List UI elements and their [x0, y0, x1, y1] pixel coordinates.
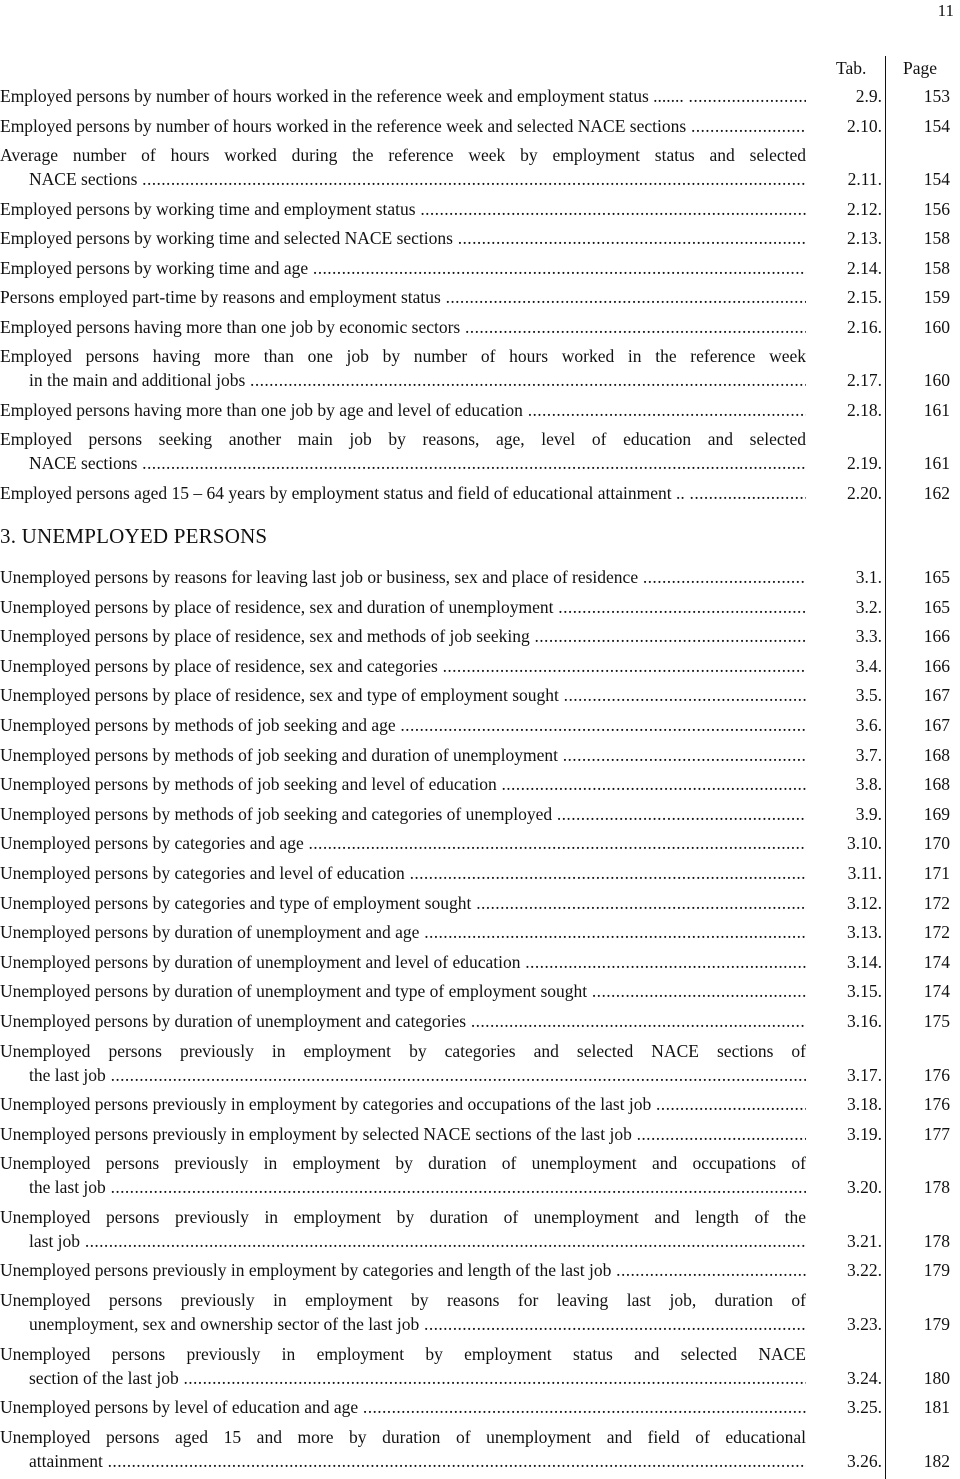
toc-entry-title: [0, 1151, 806, 1175]
toc-entry: [0, 196, 960, 226]
toc-entry-text: Unemployed persons by place of residence, sex and methods of job seeking: [0, 626, 530, 647]
toc-entry: [0, 1008, 960, 1038]
toc-entry: [0, 742, 960, 772]
toc-entry-table-number: 3.26.: [847, 1450, 882, 1471]
section-title: 3. UNEMPLOYED PERSONS: [0, 524, 268, 548]
toc-entry: [0, 919, 960, 949]
toc-entry-page-number: 160: [923, 316, 950, 337]
toc-entry-table-number: 2.11.: [847, 169, 882, 189]
toc-entry-title: [0, 595, 806, 619]
toc-entry: [0, 83, 960, 113]
toc-entry-title: [0, 1258, 806, 1282]
toc-entry-table-number: 3.10.: [847, 833, 882, 854]
page-number: 11: [937, 1, 954, 20]
toc-entry-title: [0, 654, 806, 678]
toc-entry: [0, 142, 960, 196]
toc-entry-page-number: 177: [923, 1123, 950, 1144]
employed-entries: [0, 83, 960, 509]
toc-entry-page-number: 180: [923, 1367, 950, 1388]
toc-entry-title: [29, 368, 806, 392]
toc-entry-page-number: 174: [923, 951, 950, 972]
toc-entry-table-number: 2.9.: [855, 86, 882, 106]
toc-entry-text: Unemployed persons aged 15 and more by duration of unemployment and field of educational: [0, 1426, 806, 1447]
toc-entry-text: Employed persons by working time and age: [0, 257, 309, 278]
toc-entry-table-number: 3.11.: [847, 862, 882, 883]
toc-entry-text: Unemployed persons by categories and level of education: [0, 862, 405, 883]
toc-entry-text: Unemployed persons by place of residence, sex and categories: [0, 655, 438, 676]
toc-entry-page-number: 162: [923, 482, 950, 503]
toc-entry-page-number: 182: [923, 1450, 950, 1471]
toc-entry-page-number: 158: [923, 228, 950, 248]
toc-entry-title: [0, 344, 806, 368]
toc-entry-page-number: 160: [923, 370, 950, 390]
toc-entry-page-number: 154: [923, 169, 950, 189]
toc-entry-text: last job: [29, 1230, 81, 1251]
toc-entry-page-number: 166: [923, 655, 950, 676]
toc-entry-title: [29, 451, 806, 475]
toc-entry-title: [0, 197, 806, 221]
toc-entry-text: Unemployed persons previously in employment by duration of unemployment and occupations of: [0, 1153, 806, 1174]
toc-entry: [0, 1121, 960, 1151]
toc-entry-text: Unemployed persons by duration of unemployment and categories: [0, 1010, 467, 1031]
toc-entry-text: section of the last job: [29, 1367, 179, 1388]
toc-entry: [0, 1150, 960, 1204]
toc-entry-text: Persons employed part-time by reasons and employment status: [0, 287, 441, 307]
toc-entry-title: [29, 1229, 806, 1253]
toc-entry: [0, 1257, 960, 1287]
toc-entry-text: Employed persons having more than one job by economic sectors: [0, 316, 461, 337]
toc-entry-table-number: 3.25.: [847, 1397, 882, 1418]
toc-entry-text: Unemployed persons by categories and type of employment sought: [0, 892, 472, 913]
toc-entry-page-number: 161: [923, 399, 950, 420]
toc-entry-title: [0, 315, 806, 339]
toc-entry-page-number: 172: [923, 922, 950, 943]
toc-entry-title: [0, 398, 806, 422]
toc-entry-title: [0, 84, 806, 108]
toc-entry-table-number: 3.9.: [855, 803, 882, 824]
toc-entry-table-number: 2.12.: [847, 198, 882, 219]
toc-entry-title: [0, 891, 806, 915]
toc-entry-title: [0, 861, 806, 885]
toc-entry-title: [29, 1449, 806, 1473]
section-heading-row: [0, 509, 960, 564]
toc-entry: [0, 712, 960, 742]
toc-entry-text: Average number of hours worked during the reference week by employment status and selected: [0, 145, 806, 165]
toc-entry-title: [0, 743, 806, 767]
toc-entry-title: [29, 1366, 806, 1390]
toc-entry-table-number: 3.20.: [847, 1177, 882, 1198]
toc-entry-table-number: 2.18.: [847, 399, 882, 420]
toc-entry-title: [0, 481, 806, 505]
toc-entry: [0, 564, 960, 594]
toc-entry-page-number: 181: [923, 1397, 950, 1418]
toc-entry-page-number: 179: [923, 1260, 950, 1281]
toc-entry: [0, 343, 960, 397]
toc-entry: [0, 397, 960, 427]
page-column-header: Page: [903, 58, 938, 78]
toc-entry-page-number: 178: [923, 1177, 950, 1198]
toc-entry-table-number: 2.13.: [847, 228, 882, 248]
toc-entry-title: [0, 427, 806, 451]
toc-entry-title: [0, 713, 806, 737]
toc-entry: [0, 1394, 960, 1424]
toc-entry-page-number: 171: [923, 862, 950, 883]
toc-entry-title: [0, 565, 806, 589]
toc-entry-title: [29, 1312, 806, 1336]
toc-entry-text: Unemployed persons by level of education and age: [0, 1397, 359, 1418]
toc-entry-title: [29, 1175, 806, 1199]
toc-entry-text: Unemployed persons previously in employment by categories and length of the last job: [0, 1260, 612, 1281]
toc-entry-title: [0, 683, 806, 707]
toc-entry-title: [0, 1425, 806, 1449]
toc-entry: [0, 594, 960, 624]
toc-entry-text: Unemployed persons by methods of job seeking and age: [0, 714, 396, 735]
toc-entry-page-number: 174: [923, 981, 950, 1002]
toc-entry-title: [0, 285, 806, 309]
toc-entry-table-number: 2.14.: [847, 257, 882, 278]
toc-entry: [0, 978, 960, 1008]
toc-entry-table-number: 3.15.: [847, 981, 882, 1002]
toc-entry-text: Employed persons by working time and selected NACE sections: [0, 228, 453, 248]
toc-entry-title: [29, 167, 806, 191]
toc-entry: [0, 1287, 960, 1341]
toc-entry-title: [0, 1395, 806, 1419]
toc-entry-text: Employed persons having more than one job by age and level of education: [0, 399, 523, 420]
toc-entry-page-number: 159: [923, 287, 950, 307]
toc-entry: [0, 653, 960, 683]
toc-entry-table-number: 3.8.: [855, 774, 882, 795]
toc-entry-text: attainment: [29, 1450, 103, 1471]
toc-entry-table-number: 3.21.: [847, 1230, 882, 1251]
toc-entry-text: Employed persons by number of hours worked in the reference week and employment status .......: [0, 86, 684, 106]
toc-entry-text: Unemployed persons by duration of unemployment and age: [0, 922, 420, 943]
toc-entry-text: Unemployed persons by duration of unemployment and type of employment sought: [0, 981, 588, 1002]
toc-entry-text: Unemployed persons by categories and age: [0, 833, 304, 854]
toc-entry-text: Unemployed persons by place of residence, sex and type of employment sought: [0, 685, 559, 706]
toc-entry-text: Unemployed persons by methods of job seeking and categories of unemployed: [0, 803, 553, 824]
toc-entry-title: [0, 1039, 806, 1063]
toc-entry-page-number: 165: [923, 567, 950, 587]
toc-entry-title: [0, 624, 806, 648]
toc-entry-title: [0, 1288, 806, 1312]
toc-entry: [0, 1341, 960, 1395]
toc-entry-text: in the main and additional jobs: [29, 370, 246, 390]
toc-entry-text: NACE sections: [29, 169, 138, 189]
toc-entry-table-number: 3.7.: [855, 744, 882, 765]
toc-entry-table-number: 3.1.: [855, 567, 882, 587]
toc-entry-title: [0, 1205, 806, 1229]
toc-entry: [0, 830, 960, 860]
toc-entry-table-number: 3.23.: [847, 1314, 882, 1335]
toc-entry: [0, 1038, 960, 1092]
toc-entry-table-number: 3.19.: [847, 1123, 882, 1144]
toc-entry-table-number: 3.6.: [855, 714, 882, 735]
toc-entry-title: [0, 772, 806, 796]
toc-entry-table-number: 2.16.: [847, 316, 882, 337]
toc-entry-text: Employed persons aged 15 – 64 years by employment status and field of educational attainment ..: [0, 482, 685, 503]
toc-entry-title: [0, 1009, 806, 1033]
toc-entry-title: [0, 114, 806, 138]
toc-entry-table-number: 3.17.: [847, 1064, 882, 1085]
toc-entry-text: Unemployed persons by reasons for leaving last job or business, sex and place of residence: [0, 567, 639, 587]
toc-entry: [0, 284, 960, 314]
toc-entry-text: Unemployed persons by duration of unemployment and level of education: [0, 951, 521, 972]
toc-entry-page-number: 168: [923, 774, 950, 795]
toc-entry-table-number: 2.17.: [847, 370, 882, 390]
toc-entry-text: Employed persons having more than one job by number of hours worked in the reference week: [0, 346, 806, 366]
toc-entry-page-number: 167: [923, 685, 950, 706]
toc-entry-title: [0, 920, 806, 944]
toc-entry-page-number: 170: [923, 833, 950, 854]
toc-entry-table-number: 3.18.: [847, 1094, 882, 1115]
toc-entry: [0, 255, 960, 285]
toc-entry-text: Unemployed persons previously in employment by categories and selected NACE sections of: [0, 1040, 806, 1061]
toc-entry-page-number: 178: [923, 1230, 950, 1251]
toc-entry-page-number: 166: [923, 626, 950, 647]
toc-entry-title: [0, 802, 806, 826]
toc-entry-text: NACE sections: [29, 453, 138, 473]
toc-entry-title: [0, 1342, 806, 1366]
tab-column-header: Tab.: [836, 58, 867, 78]
toc-entry-title: [0, 831, 806, 855]
toc-entry: [0, 682, 960, 712]
toc-entry-page-number: 169: [923, 803, 950, 824]
toc-entry-table-number: 3.3.: [855, 626, 882, 647]
toc-entry-text: the last job: [29, 1177, 106, 1198]
toc-entry-page-number: 168: [923, 744, 950, 765]
toc-entry-page-number: 167: [923, 714, 950, 735]
toc-entry-text: Employed persons by working time and employment status: [0, 198, 416, 219]
toc-entry-table-number: 3.13.: [847, 922, 882, 943]
toc-entry-table-number: 2.20.: [847, 482, 882, 503]
toc-entry: [0, 1424, 960, 1478]
toc-entry: [0, 314, 960, 344]
toc-entry: [0, 1091, 960, 1121]
toc-entry-text: Unemployed persons by place of residence, sex and duration of unemployment: [0, 596, 554, 617]
table-of-contents: [0, 56, 960, 1477]
toc-entry: [0, 225, 960, 255]
toc-entry-table-number: 3.5.: [855, 685, 882, 706]
toc-entry: [0, 860, 960, 890]
toc-entry-text: Unemployed persons previously in employment by duration of unemployment and length of the: [0, 1206, 806, 1227]
toc-entry-table-number: 3.16.: [847, 1010, 882, 1031]
toc-entry-table-number: 3.14.: [847, 951, 882, 972]
toc-entry-title: [0, 979, 806, 1003]
toc-entry-table-number: 3.4.: [855, 655, 882, 676]
toc-entry: [0, 113, 960, 143]
toc-entry-page-number: 154: [923, 115, 950, 136]
toc-entry: [0, 801, 960, 831]
toc-entry: [0, 771, 960, 801]
toc-entry-title: [0, 950, 806, 974]
unemployed-entries: [0, 564, 960, 1477]
toc-entry: [0, 890, 960, 920]
toc-entry-title: [29, 1063, 806, 1087]
toc-entry-page-number: 161: [923, 453, 950, 473]
toc-entry: [0, 1204, 960, 1258]
toc-entry-table-number: 2.19.: [847, 453, 882, 473]
toc-entry-text: Unemployed persons previously in employment by reasons for leaving last job, duration of: [0, 1290, 806, 1311]
toc-entry-page-number: 165: [923, 596, 950, 617]
toc-entry-title: [0, 143, 806, 167]
toc-entry-table-number: 3.12.: [847, 892, 882, 913]
toc-entry: [0, 480, 960, 510]
toc-entry: [0, 949, 960, 979]
toc-entry-title: [0, 1092, 806, 1116]
toc-entry-page-number: 156: [923, 198, 950, 219]
toc-entry-page-number: 153: [923, 86, 950, 106]
toc-entry-table-number: 3.22.: [847, 1260, 882, 1281]
toc-entry: [0, 426, 960, 480]
toc-entry-table-number: 2.10.: [847, 115, 882, 136]
toc-entry-text: unemployment, sex and ownership sector of the last job: [29, 1314, 420, 1335]
toc-header: [0, 56, 960, 83]
toc-entry-text: Employed persons by number of hours worked in the reference week and selected NACE sections: [0, 115, 687, 136]
toc-entry-table-number: 3.2.: [855, 596, 882, 617]
toc-entry-text: the last job: [29, 1064, 106, 1085]
toc-entry-text: Unemployed persons by methods of job seeking and level of education: [0, 774, 497, 795]
toc-entry-text: Unemployed persons previously in employment by categories and occupations of the last job: [0, 1094, 652, 1115]
toc-entry: [0, 623, 960, 653]
toc-entry-page-number: 175: [923, 1010, 950, 1031]
toc-entry-title: [0, 1122, 806, 1146]
toc-entry-text: Unemployed persons previously in employment by selected NACE sections of the last job: [0, 1123, 632, 1144]
toc-entry-title: [0, 256, 806, 280]
toc-entry-page-number: 176: [923, 1094, 950, 1115]
toc-entry-text: Unemployed persons by methods of job seeking and duration of unemployment: [0, 744, 558, 765]
toc-entry-page-number: 172: [923, 892, 950, 913]
toc-entry-table-number: 2.15.: [847, 287, 882, 307]
toc-entry-page-number: 158: [923, 257, 950, 278]
toc-entry-table-number: 3.24.: [847, 1367, 882, 1388]
toc-entry-title: [0, 226, 806, 250]
toc-entry-page-number: 179: [923, 1314, 950, 1335]
toc-entry-text: Unemployed persons previously in employment by employment status and selected NACE: [0, 1343, 806, 1364]
toc-entry-text: Employed persons seeking another main job by reasons, age, level of education and selected: [0, 429, 806, 449]
toc-entry-page-number: 176: [923, 1064, 950, 1085]
